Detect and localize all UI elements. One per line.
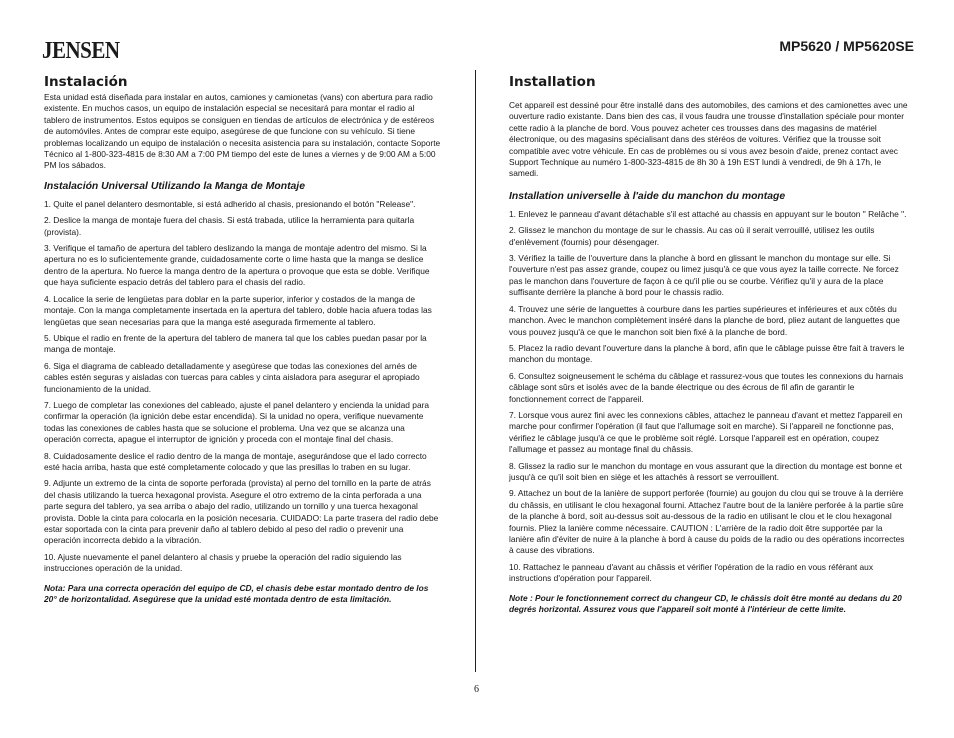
french-step: 5. Placez la radio devant l'ouverture dans la planche à bord, afin que le câblage puisse être fait à travers le manchon du montage.	[509, 342, 905, 365]
jensen-logo: JENSEN	[42, 36, 120, 64]
column-divider	[475, 70, 476, 672]
french-subtitle: Installation universelle à l'aide du manchon du montage	[509, 190, 786, 202]
spanish-step: 4. Localice la serie de lengüetas para doblar en la parte superior, inferior y costados de la manga de montaje. Con la manga completamente insertada en la apertura del tablero, doble hacia afuera todas las lengüetas que sean necesarias para que la manga esté asegurada firmemente al tablero.	[44, 293, 432, 327]
spanish-step: 7. Luego de completar las conexiones del cableado, ajuste el panel delantero y encienda la unidad para confirmar la operación (la ignición debe estar encendida). Si la unidad no opera, verifique nuevamente todas las conexiones de cables hasta que se solucione el problema. Una vez que se alcanza una operación correcta, apague el interruptor de ignición y proceda con el montaje final del chasis.	[44, 399, 430, 445]
french-step: 10. Rattachez le panneau d'avant au châssis et vérifier l'opération de la radio en vous référant aux instructions d'opération pour l'appareil.	[509, 561, 874, 584]
french-step: 4. Trouvez une série de languettes à courbure dans les parties supérieures et inférieures et aux côtés du manchon. Avec le manchon complètement inséré dans la planche de bord, pliez autant de languettes que vous pouvez jusqu'à ce que le manchon soit bien fixé à la planche de bord.	[509, 303, 900, 337]
french-note: Note : Pour le fonctionnement correct du changeur CD, le châssis doit être monté au dedans du 20 degrés horizontal. Assurez vous que l'appareil soit monté à l'intérieur de cette limite.	[509, 592, 902, 615]
page-number: 6	[474, 684, 479, 695]
spanish-step: 9. Adjunte un extremo de la cinta de soporte perforada (provista) al perno del tornillo en la parte de atrás del chasis utilizando la tuerca hexagonal provista. Asegure el otro extremo de la cinta perforada a una parte segura del tablero, ya sea arriba o abajo del radio, utilizando un tornillo y una tuerca hexagonal provista. Doble la cinta para colocarla en la posición necesaria. CUIDADO: La parte trasera del radio debe estar soportada con la cinta para prevenir daño al tablero debido al peso del radio o prevenir una operación incorrecta debido a la vibración.	[44, 478, 439, 546]
spanish-subtitle: Instalación Universal Utilizando la Manga de Montaje	[44, 180, 305, 192]
spanish-step: 5. Ubique el radio en frente de la apertura del tablero de manera tal que los cables puedan pasar por la manga de montaje.	[44, 332, 427, 355]
spanish-title: Instalación	[44, 74, 128, 90]
french-step: 2. Glissez le manchon du montage de sur le chassis. Au cas où il serait verrouillé, utilisez les outils d'enlèvement (fournis) pour désengager.	[509, 225, 875, 247]
french-step: 7. Lorsque vous aurez fini avec les connexions câbles, attachez le panneau d'avant et mettez l'appareil en marche pour confirmer l'opération (il faut que l'allumage soit en marche). Si l'appareil ne fonctionne pas, vérifiez le câblage jusqu'à ce que le problème soit réglé. Lorsque l'appareil est en opération, coupez l'allumage et passez au montage final du châssis.	[509, 409, 903, 455]
french-step: 8. Glissez la radio sur le manchon du montage en vous assurant que la direction du montage est bonne et jusqu'à ce qu'il soit bien en siège et les attachés à ressort se verrouillent.	[509, 460, 902, 482]
spanish-step: 2. Deslice la manga de montaje fuera del chasis. Si está trabada, utilice la herramienta para quitarla (provista).	[44, 215, 415, 237]
spanish-intro: Esta unidad está diseñada para instalar en autos, camiones y camionetas (vans) con abertura para radio existente. En muchos casos, un equipo de instalación especial se necesitará para montar el radio al tablero de instrumentos. Estos equipos se consiguen en tiendas de artículos de electrónica y de estéreos de automóviles. Antes de comprar este equipo, asegúrese de que funcione con su vehículo. Si tiene problemas localizando un equipo de instalación o necesita asistencia para su instalación, contacte Soporte Técnico al 1-800-323-4815 de 8:30 AM a 7:00 PM tiempo del este de lunes a viernes y de 9:00 AM a 5:00 PM los sábados.	[44, 92, 441, 171]
french-intro: Cet appareil est dessiné pour être installé dans des automobiles, des camions et des camionettes avec une ouverture radio existante. Dans bien des cas, il vous faudra une trousse d'installation spéciale pour monter cette radio à la planche de bord. Vous pouvez acheter ces trousses dans des magasins de matériel électronique, ou des magasins spécialisant dans des stéréos de voitures. Vérifiez que la trousse soit compatible avec votre véhicule. En cas de problèmes ou si vous avez besoin d'aide, prenez contact avec Support Technique au numéro 1-800-323-4815 de 8h 30 à 19h EST lundi à vendredi, de 9h à 17h, le samedi.	[509, 100, 908, 179]
french-step: 9. Attachez un bout de la lanière de support perforée (fournie) au goujon du clou qui se trouve à la derrière du châssis, en utilisant le clou hexagonal fourni. Attachez l'autre bout de la lanière perforée à la partie sûre de la planche à bord, soit au-dessus soit au-dessous de la radio en utilisant le clou et le clou hexagonal fournis. Pliez la lanière comme nécessaire. CAUTION : L'arrière de la radio doit être supportée par la lanière afin d'éviter de nuire à la planche à bord à cause du poids de la radio ou des opérations incorrectes à cause des vibrations.	[509, 488, 905, 556]
spanish-step: 1. Quite el panel delantero desmontable, si está adherido al chasis, presionando el botón "Release".	[44, 198, 416, 209]
spanish-step: 10. Ajuste nuevamente el panel delantero al chasis y pruebe la operación del radio siguiendo las instrucciones operación de la unidad.	[44, 551, 402, 574]
french-step: 3. Vérifiez la taille de l'ouverture dans la planche à bord en glissant le manchon du montage sur elle. Si l'ouverture n'est pas assez grande, coupez ou limez jusqu'à ce que vous ayez la taille correcte. Ne forcez pas le manchon dans l'ouverture de façon à ce qu'il plie ou se courbe. Vérifiez qu'il y aura de la place suffisante derrière la planche à bord pour le chassis radio.	[509, 253, 899, 298]
spanish-step: 3. Verifique el tamaño de apertura del tablero deslizando la manga de montaje adentro del mismo. Si la apertura no es lo suficientemente grande, cuidadosamente corte o lime hasta que la manga se deslice dentro de la apertura. No fuerce la manga dentro de la apertura o provoque que esta se doble. Verifique que haya suficiente espacio detrás del tablero para el chasis del radio.	[44, 243, 430, 288]
french-title: Installation	[509, 74, 596, 90]
spanish-step: 8. Cuidadosamente deslice el radio dentro de la manga de montaje, asegurándose que el lado correcto esté hacia arriba, hasta que esté completamente colocado y que las presillas lo traben en su lugar.	[44, 450, 427, 472]
spanish-note: Nota: Para una correcta operación del equipo de CD, el chasis debe estar montado dentro de los 20° de horizontalidad. Asegúrese que la unidad esté montada dentro de esta limitación.	[44, 582, 429, 605]
french-step: 6. Consultez soigneusement le schéma du câblage et rassurez-vous que toutes les connexions du harnais câblage sont sûrs et isolés avec de la bande électrique ou des écrous de fil afin de garantir le fonctionnement correct de l'appareil.	[509, 370, 904, 404]
french-column	[509, 74, 909, 620]
spanish-step: 6. Siga el diagrama de cableado detalladamente y asegúrese que todas las conexiones del arnés de cables estén seguras y aisladas con tuercas para cables y cinta aisladora para asegurar el apropiado funcionamiento de la unidad.	[44, 360, 420, 394]
spanish-column	[44, 74, 442, 610]
model-number: MP5620 / MP5620SE	[779, 38, 914, 54]
french-step: 1. Enlevez le panneau d'avant détachable s'il est attaché au chassis en appuyant sur le bouton " Relâche ".	[509, 208, 907, 219]
